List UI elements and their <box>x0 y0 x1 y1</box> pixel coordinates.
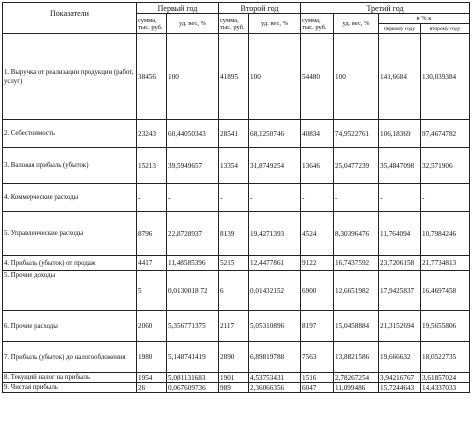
cell-value: 13,8821586 <box>334 342 379 373</box>
cell-value: 40834 <box>301 120 334 148</box>
cell-value: 106,18369 <box>379 120 421 148</box>
cell-value: 16,4697458 <box>421 271 470 311</box>
year1-header: Первый год <box>137 3 219 14</box>
cell-value: 5,148741419 <box>167 342 219 373</box>
row-label: 7. Прибыль (убыток) до налогообложения <box>3 342 137 373</box>
cell-value: 97,4674782 <box>421 120 470 148</box>
table-row <box>3 373 470 383</box>
cell-value: 6,89819788 <box>249 342 301 373</box>
cell-value: 31,8749254 <box>249 148 301 184</box>
cell-value: 16,7437592 <box>334 256 379 271</box>
row-label: 2. Себестоимость <box>3 120 137 148</box>
row-label: 1. Выручка от реализации продукции (работ, услуг) <box>3 34 137 120</box>
cell-value: 6 <box>219 271 249 311</box>
cell-value: 26 <box>137 383 167 393</box>
row-label: 6. Прочие расходы <box>3 311 137 342</box>
cell-value: 60,44050343 <box>167 120 219 148</box>
cell-value: 5,081131683 <box>167 373 219 383</box>
cell-value: 5,05310896 <box>249 311 301 342</box>
row-label: 8. Текущий налог на прибыль <box>3 373 137 383</box>
cell-value: 18,0522735 <box>421 342 470 373</box>
cell-value: 100 <box>167 34 219 120</box>
cell-value: 3,61857024 <box>421 373 470 383</box>
table-body <box>3 34 470 393</box>
table-row <box>3 148 470 184</box>
table-row <box>3 120 470 148</box>
y2-sum-header: сумма, тыс. руб. <box>219 14 249 34</box>
cell-value: 11,099486 <box>334 383 379 393</box>
indicator-header: Показатели <box>3 3 137 34</box>
y3-sum-header: сумма, тыс. руб. <box>301 14 334 34</box>
cell-value: 5,356771375 <box>167 311 219 342</box>
y2-share-header: уд. вес, % <box>249 14 301 34</box>
cell-value: 1954 <box>137 373 167 383</box>
table-row <box>3 342 470 373</box>
year2-header: Второй год <box>219 3 301 14</box>
y1-sum-header: сумма, тыс. руб. <box>137 14 167 34</box>
cell-value: 13646 <box>301 148 334 184</box>
row-label: 3. Валовая прибыль (убыток) <box>3 148 137 184</box>
cell-value: - <box>167 184 219 212</box>
cell-value: 141,6684 <box>379 34 421 120</box>
cell-value: 13354 <box>219 148 249 184</box>
row-label: 9. Чистая прибыль <box>3 383 137 393</box>
table-row <box>3 212 470 256</box>
cell-value: 1516 <box>301 373 334 383</box>
row-label: 5. Прочие доходы <box>3 271 137 311</box>
cell-value: 12,4477861 <box>249 256 301 271</box>
cell-value: 23,7206158 <box>379 256 421 271</box>
cell-value: 32,571906 <box>421 148 470 184</box>
pct-to-first-header: первому году <box>379 24 421 34</box>
cell-value: 3,94216767 <box>379 373 421 383</box>
cell-value: 15,7244643 <box>379 383 421 393</box>
cell-value: 25,0477239 <box>334 148 379 184</box>
cell-value: 38456 <box>137 34 167 120</box>
cell-value: 17,9425837 <box>379 271 421 311</box>
cell-value: 22,8728937 <box>167 212 219 256</box>
cell-value: 4417 <box>137 256 167 271</box>
cell-value: 15,0458884 <box>334 311 379 342</box>
cell-value: 0,0130018 72 <box>167 271 219 311</box>
cell-value: 1901 <box>219 373 249 383</box>
cell-value: 2,78267254 <box>334 373 379 383</box>
cell-value: 8197 <box>301 311 334 342</box>
cell-value: 19,4271393 <box>249 212 301 256</box>
table-row <box>3 311 470 342</box>
row-label: 5. Управленческие расходы <box>3 212 137 256</box>
cell-value: 19,5655806 <box>421 311 470 342</box>
cell-value: - <box>379 184 421 212</box>
cell-value: 8,30396476 <box>334 212 379 256</box>
cell-value: 5215 <box>219 256 249 271</box>
cell-value: 2117 <box>219 311 249 342</box>
cell-value: 0,067609736 <box>167 383 219 393</box>
cell-value: 100 <box>334 34 379 120</box>
cell-value: 2890 <box>219 342 249 373</box>
pct-to-second-header: второму году <box>421 24 470 34</box>
cell-value: 74,9522761 <box>334 120 379 148</box>
cell-value: 9122 <box>301 256 334 271</box>
row-label: 4. Прибыль (убыток) от продаж <box>3 256 137 271</box>
header-row-years <box>3 3 470 14</box>
cell-value: 2060 <box>137 311 167 342</box>
y1-share-header: уд. вес, % <box>167 14 219 34</box>
cell-value: 6047 <box>301 383 334 393</box>
financial-results-table <box>2 2 470 393</box>
cell-value: 8139 <box>219 212 249 256</box>
cell-value: 5 <box>137 271 167 311</box>
cell-value: 19,666632 <box>379 342 421 373</box>
cell-value: 7563 <box>301 342 334 373</box>
cell-value: - <box>137 184 167 212</box>
cell-value: 35,4847098 <box>379 148 421 184</box>
cell-value: 39,5949657 <box>167 148 219 184</box>
cell-value: 23243 <box>137 120 167 148</box>
cell-value: 54480 <box>301 34 334 120</box>
cell-value: 2,36066356 <box>249 383 301 393</box>
year3-header: Третий год <box>301 3 470 14</box>
cell-value: 41895 <box>219 34 249 120</box>
cell-value: 28541 <box>219 120 249 148</box>
cell-value: 1980 <box>137 342 167 373</box>
cell-value: 11,48585396 <box>167 256 219 271</box>
table-row <box>3 271 470 311</box>
cell-value: 4,53753431 <box>249 373 301 383</box>
cell-value: - <box>421 184 470 212</box>
cell-value: - <box>219 184 249 212</box>
cell-value: 68,1250746 <box>249 120 301 148</box>
y3-pct-header: в % к <box>379 14 470 24</box>
cell-value: 0,01432152 <box>249 271 301 311</box>
table-row <box>3 256 470 271</box>
y3-share-header: уд. вес, % <box>334 14 379 34</box>
row-label: 4. Коммерческие расходы <box>3 184 137 212</box>
cell-value: 6900 <box>301 271 334 311</box>
cell-value: - <box>334 184 379 212</box>
cell-value: 14,4337033 <box>421 383 470 393</box>
table-row <box>3 184 470 212</box>
cell-value: 989 <box>219 383 249 393</box>
cell-value: 21,7734813 <box>421 256 470 271</box>
cell-value: 15213 <box>137 148 167 184</box>
cell-value: 8796 <box>137 212 167 256</box>
cell-value: 10,7984246 <box>421 212 470 256</box>
table-row <box>3 383 470 393</box>
cell-value: 12,6651982 <box>334 271 379 311</box>
cell-value: 21,3152694 <box>379 311 421 342</box>
cell-value: - <box>301 184 334 212</box>
cell-value: 100 <box>249 34 301 120</box>
cell-value: 130,039384 <box>421 34 470 120</box>
cell-value: 11,764094 <box>379 212 421 256</box>
cell-value: - <box>249 184 301 212</box>
table-row <box>3 34 470 120</box>
cell-value: 4524 <box>301 212 334 256</box>
